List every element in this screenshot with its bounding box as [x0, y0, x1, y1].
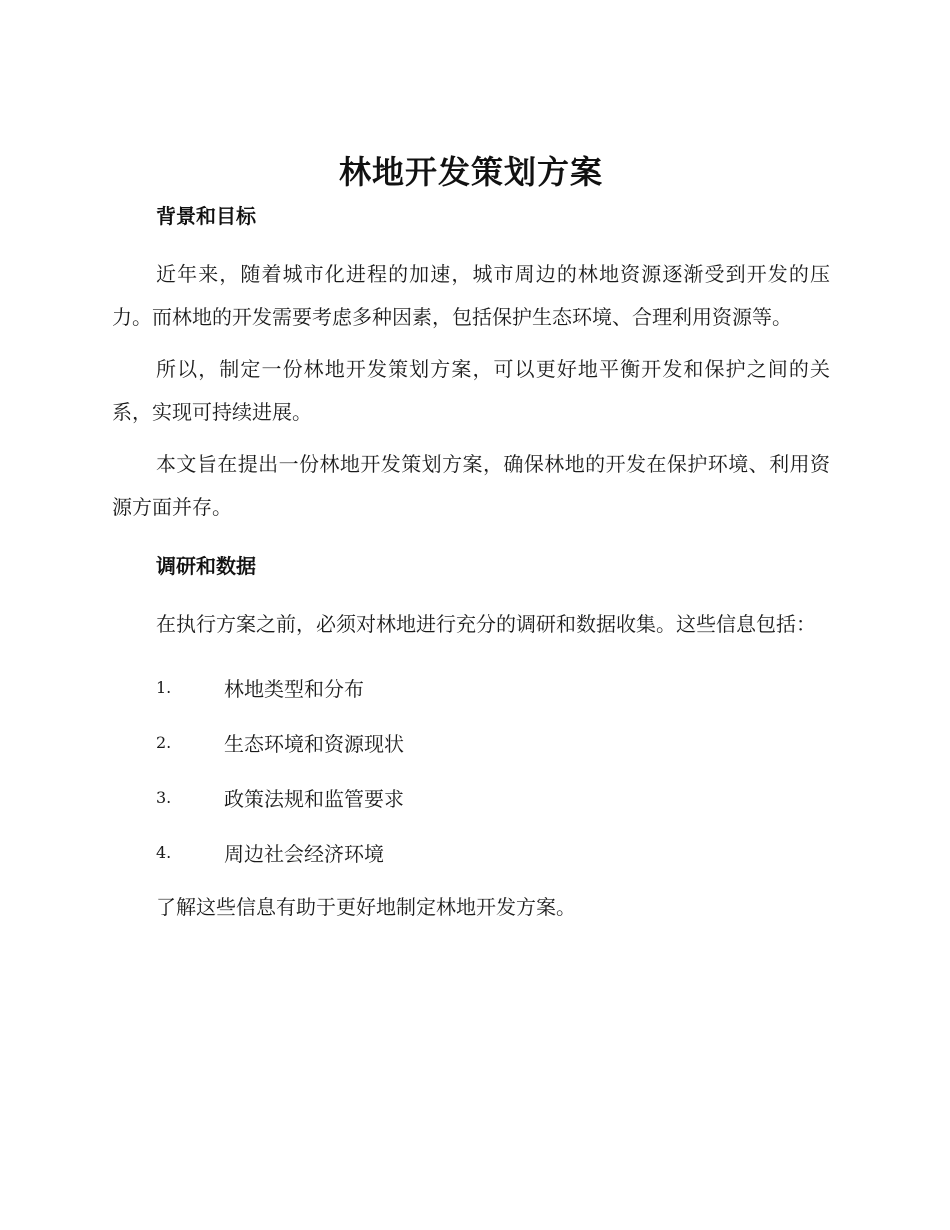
section-heading-research: 调研和数据: [156, 554, 256, 578]
list-item-number: 2.: [156, 733, 172, 752]
paragraph-background-3: 本文旨在提出一份林地开发策划方案，确保林地的开发在保护环境、利用资源方面并存。: [112, 452, 830, 519]
paragraph-background-1: 近年来，随着城市化进程的加速，城市周边的林地资源逐渐受到开发的压力。而林地的开发需要考虑多种因素，包括保护生态环境、合理利用资源等。: [112, 262, 830, 329]
list-item-number: 3.: [156, 788, 172, 807]
section-heading-background: 背景和目标: [156, 204, 256, 228]
document-title: 林地开发策划方案: [338, 153, 603, 191]
list-item-text: 林地类型和分布: [224, 677, 364, 701]
list-item: [112, 770, 830, 825]
list-item-number: 1.: [156, 678, 172, 697]
list-item: [112, 825, 830, 880]
research-info-list: [112, 660, 830, 880]
document-page: [112, 150, 830, 929]
list-item-text: 政策法规和监管要求: [224, 787, 404, 811]
list-item-number: 4.: [156, 843, 172, 862]
list-item: [112, 715, 830, 770]
paragraph-background-2: 所以，制定一份林地开发策划方案，可以更好地平衡开发和保护之间的关系，实现可持续进展。: [112, 357, 830, 424]
list-item-text: 周边社会经济环境: [224, 842, 384, 866]
paragraph-research-outro: 了解这些信息有助于更好地制定林地开发方案。: [156, 895, 576, 919]
list-item: [112, 660, 830, 715]
list-item-text: 生态环境和资源现状: [224, 732, 404, 756]
paragraph-research-intro: 在执行方案之前，必须对林地进行充分的调研和数据收集。这些信息包括：: [156, 612, 816, 636]
